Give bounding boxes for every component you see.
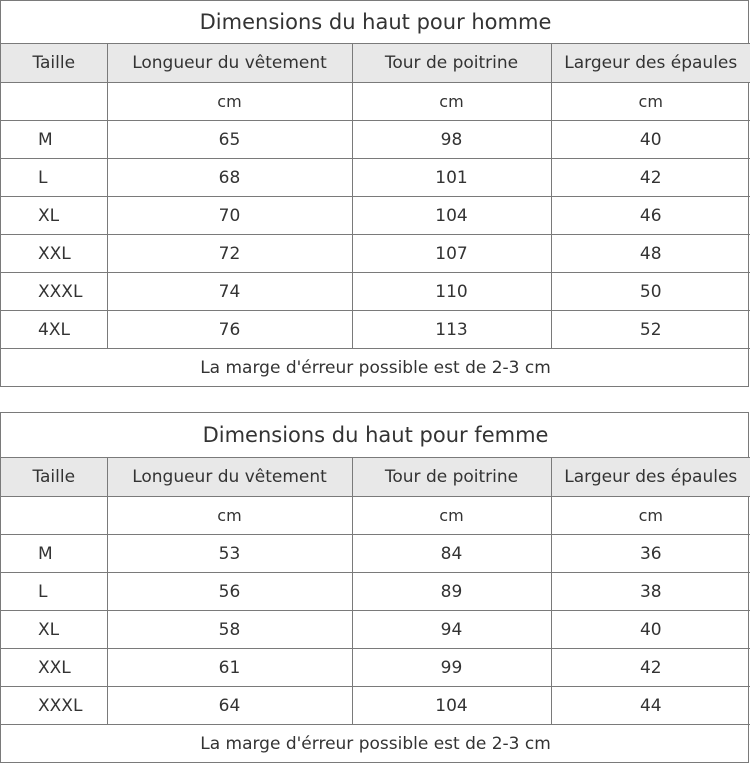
- chest-cell: 113: [352, 311, 551, 349]
- header-size: Taille: [1, 458, 107, 497]
- women-unit-row: [1, 497, 750, 535]
- length-cell: 64: [107, 687, 352, 725]
- chest-cell: 94: [352, 611, 551, 649]
- chest-cell: 101: [352, 159, 551, 197]
- table-row: [1, 121, 750, 159]
- table-row: [1, 573, 750, 611]
- header-chest: Tour de poitrine: [352, 44, 551, 83]
- chest-cell: 99: [352, 649, 551, 687]
- length-cell: 65: [107, 121, 352, 159]
- chest-cell: 98: [352, 121, 551, 159]
- size-cell: M: [1, 121, 107, 159]
- men-table-title: Dimensions du haut pour homme: [1, 1, 750, 44]
- table-row: [1, 649, 750, 687]
- chest-cell: 110: [352, 273, 551, 311]
- women-table-title: Dimensions du haut pour femme: [1, 413, 750, 458]
- shoulder-cell: 40: [551, 121, 750, 159]
- length-cell: 68: [107, 159, 352, 197]
- header-length: Longueur du vêtement: [107, 458, 352, 497]
- table-row: [1, 311, 750, 349]
- women-tolerance-note: La marge d'érreur possible est de 2-3 cm: [1, 725, 750, 763]
- chest-cell: 84: [352, 535, 551, 573]
- men-tolerance-note: La marge d'érreur possible est de 2-3 cm: [1, 349, 750, 387]
- women-size-table: [0, 412, 749, 763]
- unit-chest: cm: [352, 83, 551, 121]
- chest-cell: 104: [352, 197, 551, 235]
- table-row: [1, 535, 750, 573]
- chest-cell: 104: [352, 687, 551, 725]
- size-cell: 4XL: [1, 311, 107, 349]
- length-cell: 72: [107, 235, 352, 273]
- header-length: Longueur du vêtement: [107, 44, 352, 83]
- shoulder-cell: 46: [551, 197, 750, 235]
- shoulder-cell: 40: [551, 611, 750, 649]
- shoulder-cell: 36: [551, 535, 750, 573]
- table-row: [1, 235, 750, 273]
- women-table: [1, 413, 750, 762]
- men-unit-row: [1, 83, 750, 121]
- size-cell: L: [1, 573, 107, 611]
- table-row: [1, 611, 750, 649]
- length-cell: 56: [107, 573, 352, 611]
- size-cell: XXL: [1, 235, 107, 273]
- unit-length: cm: [107, 83, 352, 121]
- shoulder-cell: 50: [551, 273, 750, 311]
- unit-size: [1, 83, 107, 121]
- table-row: [1, 159, 750, 197]
- size-cell: M: [1, 535, 107, 573]
- length-cell: 74: [107, 273, 352, 311]
- shoulder-cell: 48: [551, 235, 750, 273]
- shoulder-cell: 44: [551, 687, 750, 725]
- table-row: [1, 273, 750, 311]
- size-cell: XL: [1, 611, 107, 649]
- header-size: Taille: [1, 44, 107, 83]
- unit-size: [1, 497, 107, 535]
- size-cell: XXL: [1, 649, 107, 687]
- header-chest: Tour de poitrine: [352, 458, 551, 497]
- length-cell: 70: [107, 197, 352, 235]
- shoulder-cell: 38: [551, 573, 750, 611]
- length-cell: 61: [107, 649, 352, 687]
- unit-chest: cm: [352, 497, 551, 535]
- men-header-row: [1, 44, 750, 83]
- shoulder-cell: 42: [551, 159, 750, 197]
- header-shoulder: Largeur des épaules: [551, 458, 750, 497]
- size-cell: XXXL: [1, 687, 107, 725]
- size-cell: XL: [1, 197, 107, 235]
- size-cell: L: [1, 159, 107, 197]
- chest-cell: 107: [352, 235, 551, 273]
- shoulder-cell: 42: [551, 649, 750, 687]
- chest-cell: 89: [352, 573, 551, 611]
- women-header-row: [1, 458, 750, 497]
- length-cell: 53: [107, 535, 352, 573]
- unit-length: cm: [107, 497, 352, 535]
- men-table: [1, 1, 750, 386]
- header-shoulder: Largeur des épaules: [551, 44, 750, 83]
- shoulder-cell: 52: [551, 311, 750, 349]
- unit-shoulder: cm: [551, 497, 750, 535]
- table-row: [1, 197, 750, 235]
- length-cell: 76: [107, 311, 352, 349]
- length-cell: 58: [107, 611, 352, 649]
- size-cell: XXXL: [1, 273, 107, 311]
- unit-shoulder: cm: [551, 83, 750, 121]
- table-row: [1, 687, 750, 725]
